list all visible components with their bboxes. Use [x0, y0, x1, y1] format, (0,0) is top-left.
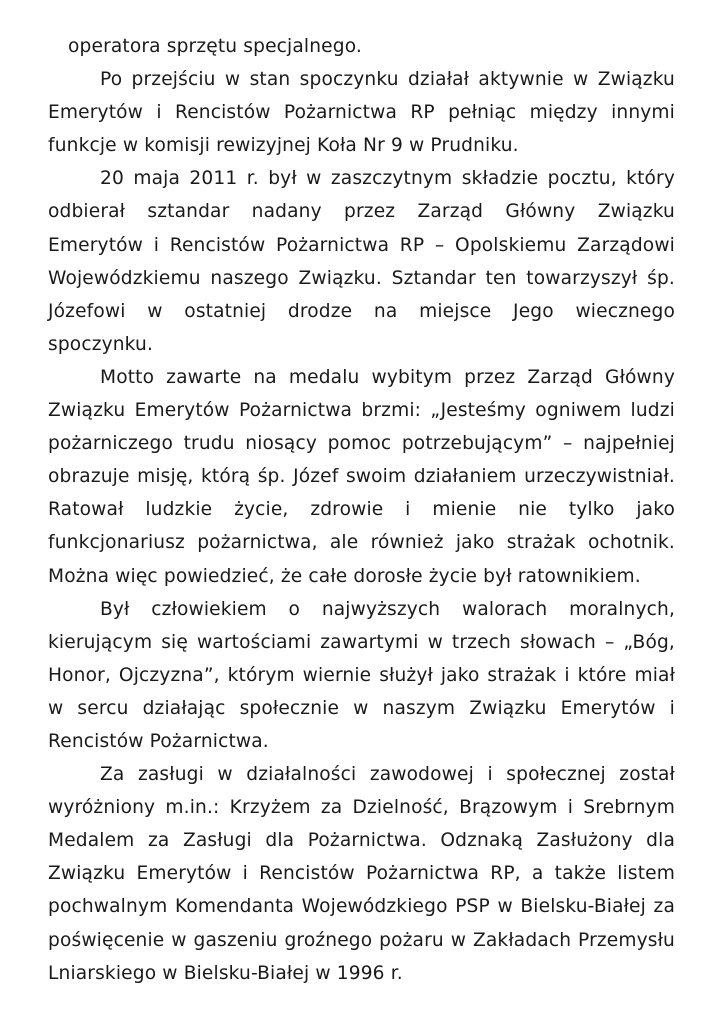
- paragraph-retirement-activity: Po przejściu w stan spoczynku działał aktywnie w Związku Emerytów i Rencistów Pożarnictwa RP pełniąc między innymi funkcje w komisji rewizyjnej Koła Nr 9 w Prudniku.: [48, 69, 675, 157]
- body-text: [48, 30, 675, 990]
- paragraph-banner-ceremony: 20 maja 2011 r. był w zaszczytnym składzie pocztu, który odbierał sztandar nadany przez Zarząd Główny Związku Emerytów i Rencistów Pożarnictwa RP – Opolskiemu Zarządowi Wojewódzkiemu naszego Związku. Sztandar ten towarzyszył śp. Józefowi w ostatniej drodze na miejsce Jego wiecznego spoczynku.: [48, 168, 675, 355]
- paragraph-continuation: operatora sprzętu specjalnego.: [68, 36, 362, 57]
- paragraph-moral-values: Był człowiekiem o najwyższych walorach moralnych, kierującym się wartościami zawartymi w trzech słowach – „Bóg, Honor, Ojczyzna”, którym wiernie służył jako strażak i które miał w sercu działając społecznie w naszym Związku Emerytów i Rencistów Pożarnictwa.: [48, 598, 675, 752]
- paragraph-awards: Za zasługi w działalności zawodowej i społecznej został wyróżniony m.in.: Krzyżem za Dzielność, Brązowym i Srebrnym Medalem za Zasługi dla Pożarnictwa. Odznaką Zasłużony dla Związku Emerytów i Rencistów Pożarnictwa RP, a także listem pochwalnym Komendanta Wojewódzkiego PSP w Bielsku-Białej za poświęcenie w gaszeniu groźnego pożaru w Zakładach Przemysłu Lniarskiego w Bielsku-Białej w 1996 r.: [48, 764, 675, 984]
- paragraph-medal-motto: Motto zawarte na medalu wybitym przez Zarząd Główny Związku Emerytów Pożarnictwa brzmi: „Jesteśmy ogniwem ludzi pożarniczego trudu niosący pomoc potrzebującym” – najpełniej obrazuje misję, którą śp. Józef swoim działaniem urzeczywistniał. Ratował ludzkie życie, zdrowie i mienie nie tylko jako funkcjonariusz pożarnictwa, ale również jako strażak ochotnik. Można więc powiedzieć, że całe dorosłe życie był ratownikiem.: [48, 366, 675, 587]
